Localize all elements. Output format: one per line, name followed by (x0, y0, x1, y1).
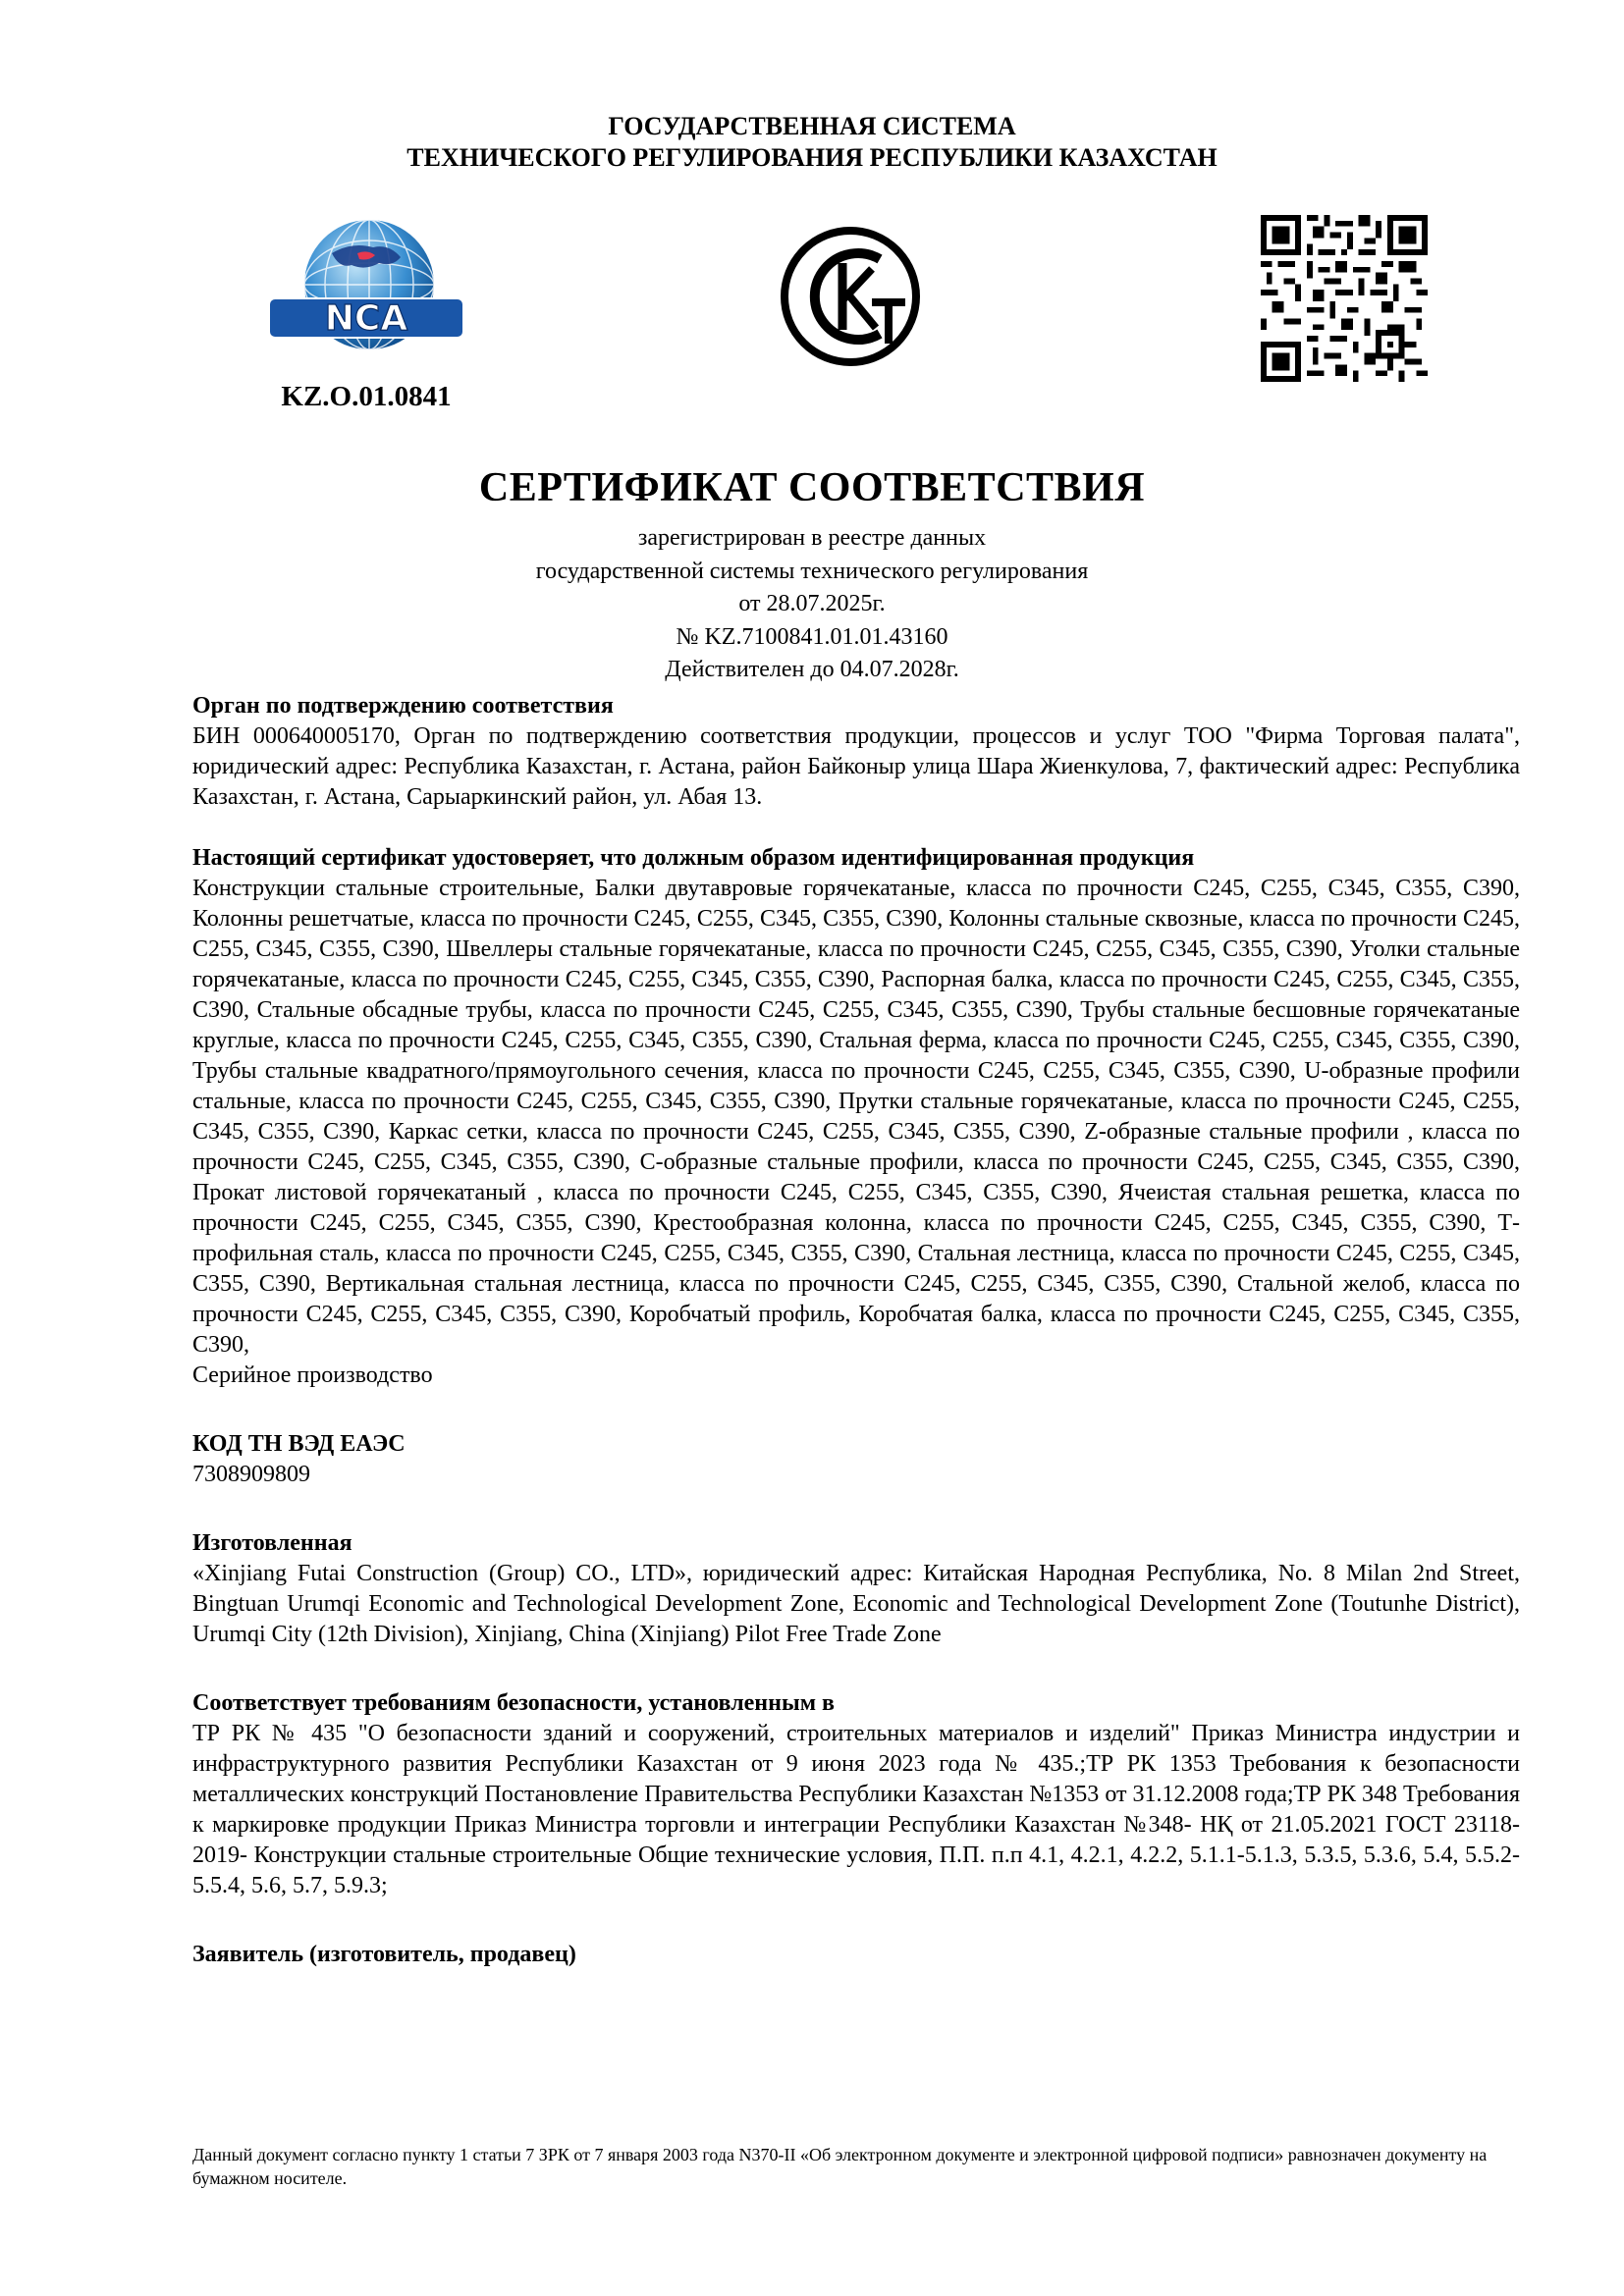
manufacturer-heading: Изготовленная (192, 1530, 352, 1556)
tnved-heading: КОД ТН ВЭД ЕАЭС (192, 1431, 406, 1457)
organ-text: БИН 000640005170, Орган по подтверждению соответствия продукции, процессов и услуг ТОО "Фирма Торговая палата", юридический адрес: Республика Казахстан, г. Астана, район Байконыр улица Шара Жиенкулова, 7, фактический адрес: Республика Казахстан, г. Астана, Сарыаркинский район, ул. Абая 13. (192, 723, 1520, 810)
registration-line-1: зарегистрирован в реестре данных (637, 525, 987, 551)
requirements-heading: Соответствует требованиям безопасности, установленным в (192, 1690, 836, 1716)
manufacturer-text: «Xinjiang Futai Construction (Group) CO., LTD», юридический адрес: Китайская Народная Республика, No. 8 Milan 2nd Street, Bingtuan Urumqi Economic and Technological Development Zone, Economic and Technological Development Zone (Toutunhe District), Urumqi City (12th Division), Xinjiang, China (Xinjiang) Pilot Free Trade Zone (192, 1561, 1520, 1647)
document-header (0, 111, 1624, 174)
header-line-1: ГОСУДАРСТВЕННАЯ СИСТЕМА (608, 112, 1016, 140)
validity-date: Действителен до 04.07.2028г. (665, 657, 959, 682)
registration-block (0, 522, 1624, 687)
production-type: Серийное производство (192, 1362, 433, 1388)
product-heading: Настоящий сертификат удостоверяет, что должным образом идентифицированная продукция (192, 845, 1195, 871)
requirements-text: ТР РК № 435 "О безопасности зданий и сооружений, строительных материалов и изделий" Приказ Министра индустрии и инфраструктурного развития Республики Казахстан от 9 июня 2023 года № 435.;ТР РК 1353 Требования к безопасности металлических конструкций Постановление Правительства Республики Казахстан №1353 от 31.12.2008 года;ТР РК 348 Требования к маркировке продукции Приказ Министра торговли и интеграции Республики Казахстан №348- НҚ от 21.05.2021 ГОСТ 23118-2019- Конструкции стальные строительные Общие технические условия, П.П. п.п 4.1, 4.2.1, 4.2.2, 5.1.1-5.1.3, 5.3.5, 5.3.6, 5.4, 5.5.2-5.5.4, 5.6, 5.7, 5.9.3; (192, 1721, 1520, 1898)
applicant-heading: Заявитель (изготовитель, продавец) (192, 1942, 576, 1967)
certificate-title: СЕРТИФИКАТ СООТВЕТСТВИЯ (478, 465, 1146, 510)
registration-date: от 28.07.2025г. (738, 591, 886, 616)
registration-line-2: государственной системы технического регулирования (535, 558, 1089, 584)
certificate-body (192, 691, 1520, 1970)
registration-number: № KZ.7100841.01.01.43160 (676, 623, 948, 650)
qr-code-icon (1261, 215, 1428, 382)
nca-logo-text: NCA (324, 298, 408, 339)
header-line-2: ТЕХНИЧЕСКОГО РЕГУЛИРОВАНИЯ РЕСПУБЛИКИ КАЗАХСТАН (406, 143, 1218, 172)
accreditation-code: KZ.O.01.0841 (281, 381, 452, 412)
tnved-code: 7308909809 (192, 1462, 310, 1487)
footer-note: Данный документ согласно пункту 1 статьи 7 ЗРК от 7 января 2003 года N370-II «Об электронном документе и электронной цифровой подписи» равнозначен документу на бумажном носителе. (192, 2145, 1488, 2188)
conformity-mark-icon (778, 218, 923, 375)
product-text: Конструкции стальные строительные, Балки двутавровые горячекатаные, класса по прочности С245, С255, С345, С355, С390, Колонны решетчатые, класса по прочности С245, С255, С345, С355, С390, Колонны стальные сквозные, класса по прочности С245, С255, С345, С355, С390, Швеллеры стальные горячекатаные, класса по прочности С245, С255, С345, С355, С390, Уголки стальные горячекатаные, класса по прочности С245, С255, С345, С355, С390, Распорная балка, класса по прочности С245, С255, С345, С355, С390, Стальные обсадные трубы, класса по прочности С245, С255, С345, С355, С390, Трубы стальные бесшовные горячекатаные круглые, класса по прочности С245, С255, С345, С355, С390, Стальная ферма, класса по прочности С245, С255, С345, С355, С390, Трубы стальные квадратного/прямоугольного сечения, класса по прочности С245, С255, С345, С355, С390, U-образные профили стальные, класса по прочности С245, С255, С345, С355, С390, Прутки стальные горячекатаные, класса по прочности С245, С255, С345, С355, С390, Каркас сетки, класса по прочности С245, С255, С345, С355, С390, Z-образные стальные профили , класса по прочности С245, С255, С345, С355, С390, С-образные стальные профили, класса по прочности С245, С255, С345, С355, С390, Прокат листовой горячекатаный , класса по прочности С245, С255, С345, С355, С390, Ячеистая стальная решетка, класса по прочности С245, С255, С345, С355, С390, Крестообразная колонна, класса по прочности С245, С255, С345, С355, С390, Т-профильная сталь, класса по прочности С245, С255, С345, С355, С390, Стальная лестница, класса по прочности С245, С255, С345, С355, С390, Вертикальная стальная лестница, класса по прочности С245, С255, С345, С355, С390, Стальной желоб, класса по прочности С245, С255, С345, С355, С390, Коробчатый профиль, Коробчатая балка, класса по прочности С245, С255, С345, С355, С390, (192, 876, 1520, 1358)
organ-heading: Орган по подтверждению соответствия (192, 693, 614, 719)
nca-globe-logo (263, 214, 469, 371)
